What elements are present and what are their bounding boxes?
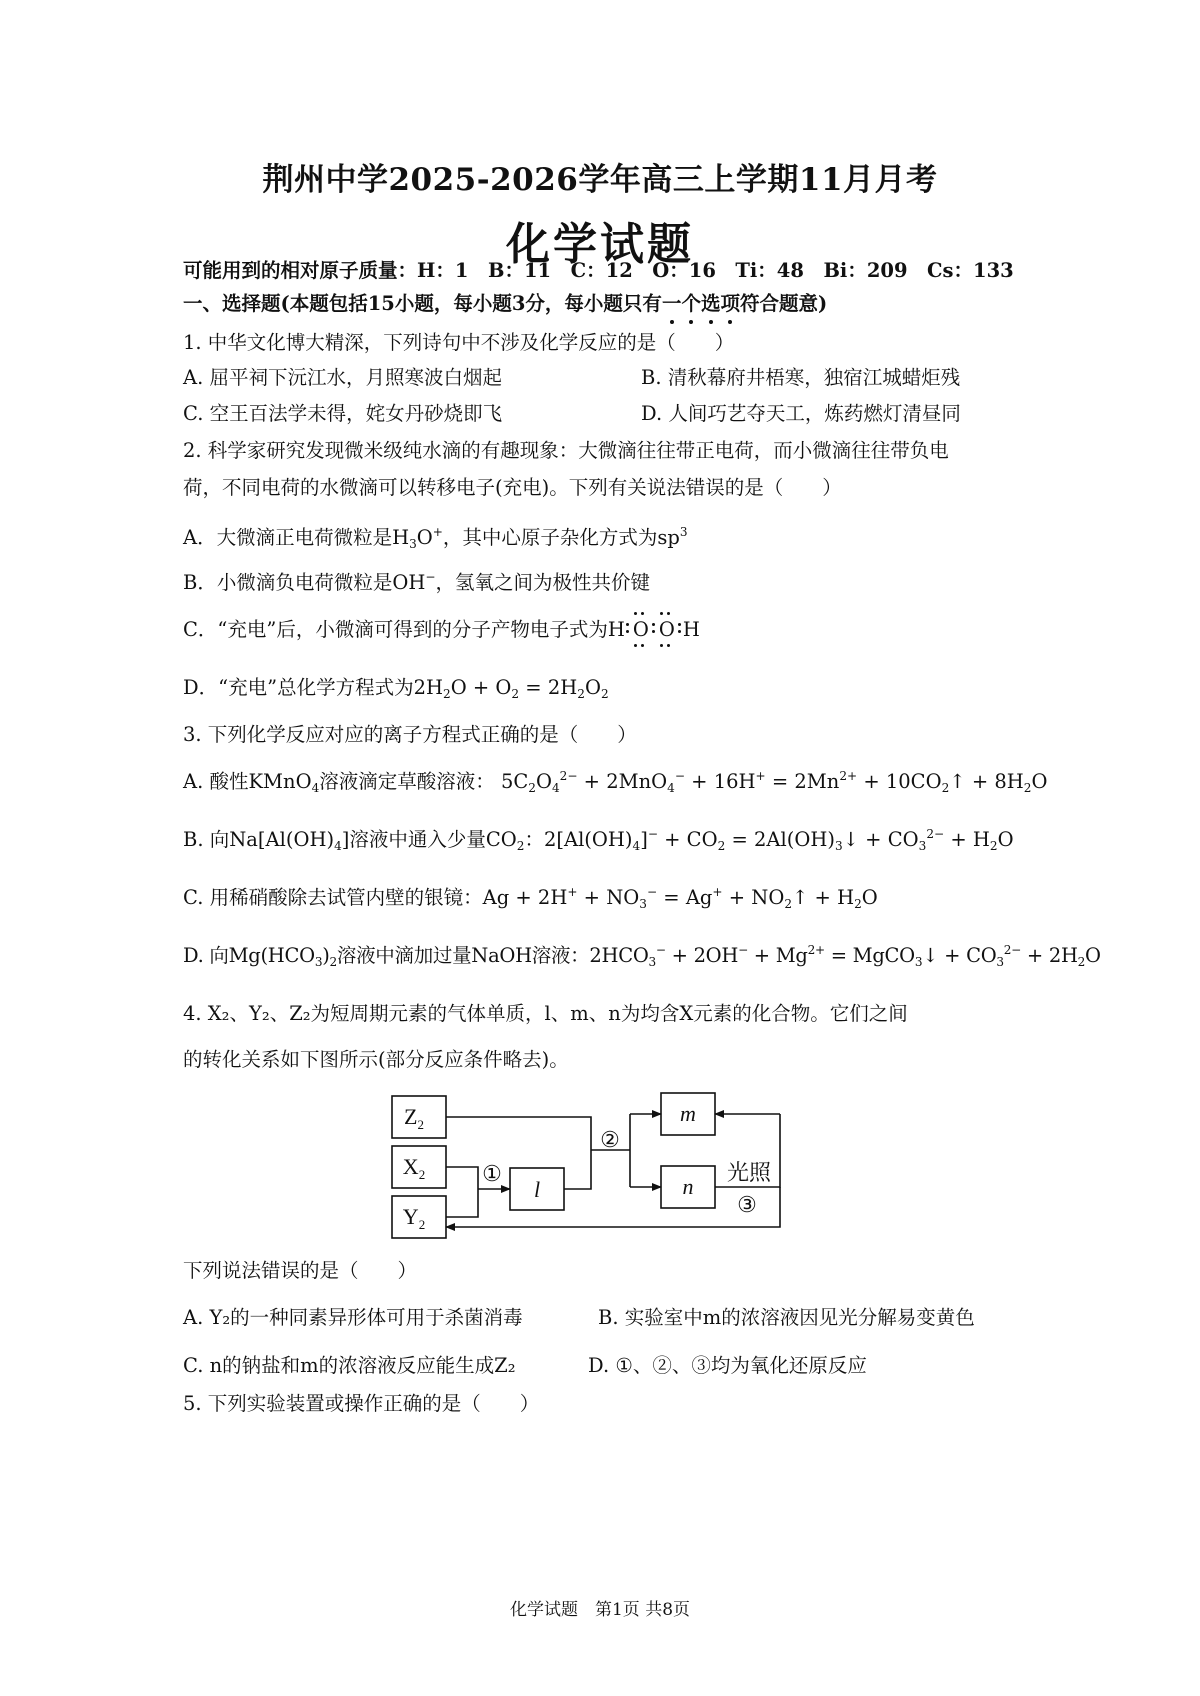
q1-stem: 1. 中华文化博大精深，下列诗句中不涉及化学反应的是（ ） — [183, 331, 735, 354]
q1-option-a: A. 屈平祠下沅江水，月照寒波白烟起 — [183, 366, 502, 389]
electron-formula-h2o2: H O O H — [608, 616, 700, 644]
node-y2-label: $Y_2$ — [402, 1204, 426, 1232]
q5-stem: 5. 下列实验装置或操作正确的是（ ） — [183, 1392, 540, 1415]
q3-option-a: A. 酸性KMnO$_4$溶液滴定草酸溶液： $5C_2O_4^{2-} + 2MnO_4^- + 16H^+ = 2Mn^{2+}$ + $10CO_2↑ + 8H_2O$ — [183, 769, 1048, 795]
q3-stem: 3. 下列化学反应对应的离子方程式正确的是（ ） — [183, 723, 637, 746]
edge-x2 — [446, 1167, 478, 1189]
q4-option-c: C. n的钠盐和m的浓溶液反应能生成Z₂ — [183, 1354, 516, 1377]
q4-stem-line2: 的转化关系如下图所示(部分反应条件略去)。 — [183, 1048, 569, 1071]
q1-option-c: C. 空王百法学未得，姹女丹砂烧即飞 — [183, 402, 503, 425]
atomic-mass-line: 可能用到的相对原子质量：H：1 B：11 C：12 O：16 Ti：48 Bi：209 Cs：133 — [183, 259, 1014, 282]
q2-option-b: B．小微滴负电荷微粒是OH−，氢氧之间为极性共价键 — [183, 570, 650, 594]
q4-question: 下列说法错误的是（ ） — [183, 1259, 418, 1282]
q1-option-b: B. 清秋幕府井梧寒，独宿江城蜡炬残 — [641, 366, 961, 389]
q3-option-c: C. 用稀硝酸除去试管内壁的银镜：$Ag + 2H^+ + NO_3^- = Ag^+$ + $NO_2↑ + H_2O$ — [183, 885, 878, 911]
section-heading: 一、选择题(本题包括15小题，每小题3分，每小题只有一 个 选 项 符合题意) — [183, 290, 827, 318]
node-m-label: m — [680, 1101, 696, 1126]
q1-option-d: D. 人间巧艺夺天工，炼药燃灯清昼同 — [641, 402, 961, 425]
node-x2-label: $X_2$ — [402, 1154, 426, 1182]
subject-title: 化学试题 — [506, 219, 694, 270]
q2-option-d: D．“充电”总化学方程式为$2H_2O + O_2 = 2H_2O_2$ — [183, 676, 609, 701]
q3-option-d: D. 向$Mg(HCO_3)_2$溶液中滴加过量NaOH溶液：$2HCO_3^- + 2OH^- + Mg^{2+}$ = MgCO$_3$↓ + $CO_3^{2-} + 2H_2O$ — [183, 943, 1101, 969]
q2-stem-line2: 荷，不同电荷的水微滴可以转移电子(充电)。下列有关说法错误的是（ ） — [183, 476, 842, 499]
node-l-label: l — [533, 1177, 541, 1202]
q4-option-a: A. Y₂的一种同素异形体可用于杀菌消毒 — [183, 1306, 523, 1329]
q4-option-d: D. ①、②、③均为氧化还原反应 — [588, 1354, 867, 1377]
q2-option-a: A．大微滴正电荷微粒是$H_3O^+$，其中心原子杂化方式为$sp^3$ — [183, 525, 688, 551]
node-n-label: n — [682, 1174, 694, 1199]
step2-label: ② — [600, 1127, 620, 1152]
q2-stem-line1: 2. 科学家研究发现微米级纯水滴的有趣现象：大微滴往往带正电荷，而小微滴往往带负电 — [183, 439, 949, 462]
q2-option-c: C．“充电”后，小微滴可得到的分子产物电子式为H O O H — [183, 616, 700, 644]
q3-option-b: B. 向$Na[Al(OH)_4]$溶液中通入少量$CO_2$：$2[Al(OH)_4]^- + CO_2$ = $2Al(OH)_3↓ + CO_3^{2-} + H_2O$ — [183, 827, 1014, 853]
light-label: 光照 — [726, 1160, 772, 1185]
step1-label: ① — [482, 1161, 502, 1186]
exam-title: 荆州中学2025-2026学年高三上学期11月月考 — [262, 162, 938, 198]
conversion-diagram — [380, 1088, 850, 1248]
q4-option-b: B. 实验室中m的浓溶液因见光分解易变黄色 — [598, 1306, 975, 1329]
page-footer: 化学试题 第1页 共8页 — [509, 1600, 691, 1620]
step3-label: ③ — [737, 1192, 757, 1217]
node-z2-label: $Z_2$ — [404, 1104, 424, 1132]
q4-stem-line1: 4. X₂、Y₂、Z₂为短周期元素的气体单质，l、m、n为均含X元素的化合物。它们之间 — [183, 1002, 908, 1025]
